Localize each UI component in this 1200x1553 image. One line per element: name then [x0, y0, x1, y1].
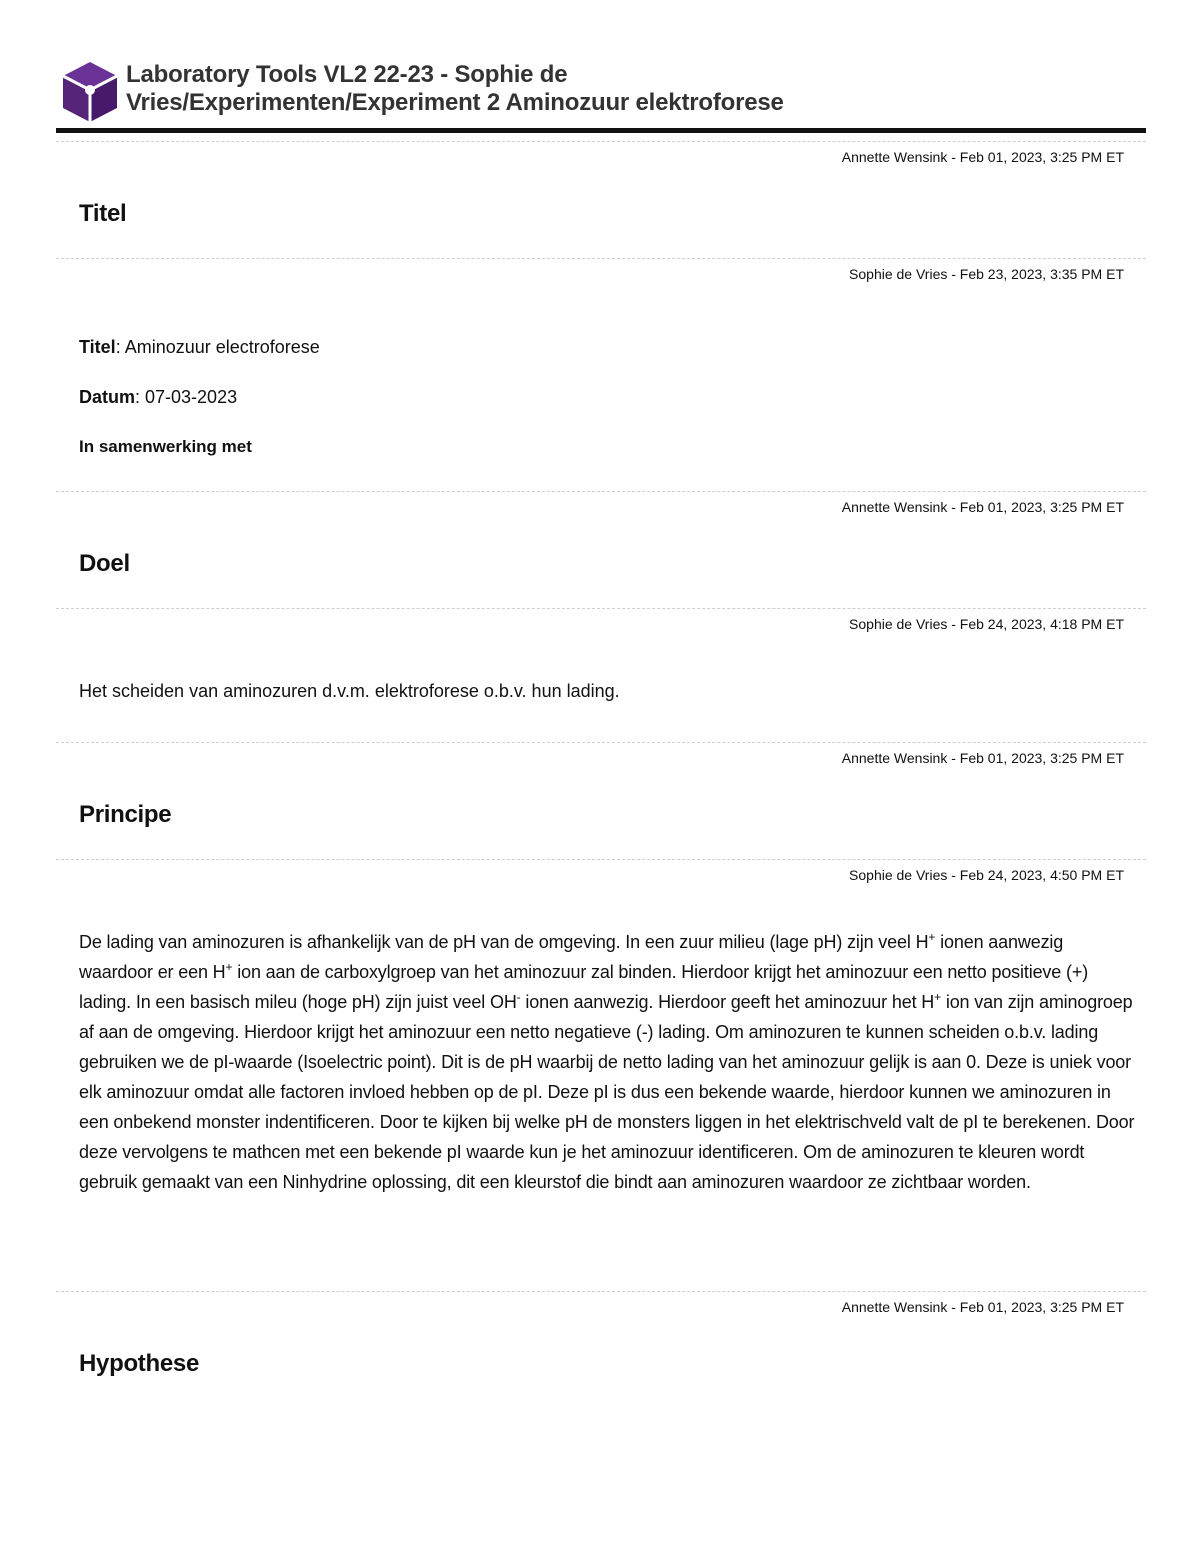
entry-titel-fields — [56, 258, 1146, 482]
entry-meta: Annette Wensink - Feb 01, 2023, 3:25 PM ET — [841, 499, 1124, 515]
entry-doel-text — [56, 608, 1146, 706]
entry-doel-heading — [56, 491, 1146, 578]
entry-divider — [56, 859, 1146, 860]
entry-hypothese-heading — [56, 1291, 1146, 1378]
entry-content — [56, 332, 1146, 482]
entry-meta: Sophie de Vries - Feb 24, 2023, 4:18 PM ET — [849, 616, 1124, 632]
document-title-line-2: Vries/Experimenten/Experiment 2 Aminozuur elektroforese — [126, 89, 784, 116]
principe-text-2: ionen aanwezig waardoor er een H — [79, 932, 1064, 982]
superscript: + — [934, 990, 941, 1004]
entry-divider — [56, 491, 1146, 492]
cube-logo-icon — [60, 60, 120, 124]
section-heading-titel: Titel — [79, 200, 127, 227]
entry-meta: Annette Wensink - Feb 01, 2023, 3:25 PM ET — [841, 149, 1124, 165]
entry-meta: Annette Wensink - Feb 01, 2023, 3:25 PM ET — [841, 750, 1124, 766]
doel-text: Het scheiden van aminozuren d.v.m. elektroforese o.b.v. hun lading. — [79, 681, 620, 701]
section-heading-doel: Doel — [79, 550, 130, 577]
entry-divider — [56, 742, 1146, 743]
entry-meta: Sophie de Vries - Feb 23, 2023, 3:35 PM ET — [849, 266, 1124, 282]
field-value: : 07-03-2023 — [135, 387, 238, 407]
principe-paragraph — [79, 927, 1139, 1197]
field-label: Titel — [79, 337, 116, 357]
field-titel — [79, 332, 1146, 382]
field-datum — [79, 382, 1146, 432]
field-samenwerking — [79, 432, 1146, 482]
section-heading-hypothese: Hypothese — [79, 1350, 199, 1377]
superscript: - — [516, 990, 521, 1004]
document-title — [126, 61, 1136, 117]
document-title-line-1: Laboratory Tools VL2 22-23 - Sophie de — [126, 61, 568, 88]
entry-content — [56, 676, 1146, 706]
principe-text-3: ion aan de carboxylgroep van het aminozuur zal binden. Hierdoor krijgt het aminozuur een netto positieve (+) lading. In een basisch mileu (hoge pH) zijn juist veel OH — [79, 962, 1089, 1012]
entry-titel-heading — [56, 141, 1146, 228]
field-label: In samenwerking met — [79, 437, 252, 456]
entry-meta: Sophie de Vries - Feb 24, 2023, 4:50 PM ET — [849, 867, 1124, 883]
principe-text-4: ionen aanwezig. Hierdoor geeft het aminozuur het H — [520, 992, 935, 1012]
principe-text-5: ion van zijn aminogroep af aan de omgeving. Hierdoor krijgt het aminozuur een netto negatieve (-) lading. Om aminozuren te kunnen scheiden o.b.v. lading gebruiken we de pI-waarde (Isoelectric point). Dit is de pH waarbij de netto lading van het aminozuur gelijk is aan 0. Deze is uniek voor elk aminozuur omdat alle factoren invloed hebben op de pI. Deze pI is dus een bekende waarde, hierdoor kunnen we aminozuren in een onbekend monster indentificeren. Door te kijken bij welke pH de monsters liggen in het elektrischveld valt de pI te berekenen. Door deze vervolgens te mathcen met een bekende pI waarde kun je het aminozuur identificeren. Om de aminozuren te kleuren wordt gebruik gemaakt van een Ninhydrine oplossing, dit een kleurstof die bindt aan aminozuren waardoor ze zichtbaar worden. — [79, 992, 1135, 1192]
entry-divider — [56, 141, 1146, 142]
entry-meta: Annette Wensink - Feb 01, 2023, 3:25 PM ET — [841, 1299, 1124, 1315]
entry-divider — [56, 608, 1146, 609]
principe-text-1: De lading van aminozuren is afhankelijk van de pH van de omgeving. In een zuur milieu (lage pH) zijn veel H — [79, 932, 929, 952]
field-value: : Aminozuur electroforese — [115, 337, 320, 357]
entry-divider — [56, 1291, 1146, 1292]
entry-principe-text — [56, 859, 1146, 1197]
superscript: + — [225, 960, 233, 974]
superscript: + — [928, 930, 936, 944]
entry-divider — [56, 258, 1146, 259]
document-header — [56, 56, 1146, 133]
entry-principe-heading — [56, 742, 1146, 829]
entry-content — [56, 927, 1139, 1197]
field-label: Datum — [79, 387, 136, 407]
section-heading-principe: Principe — [79, 801, 172, 828]
